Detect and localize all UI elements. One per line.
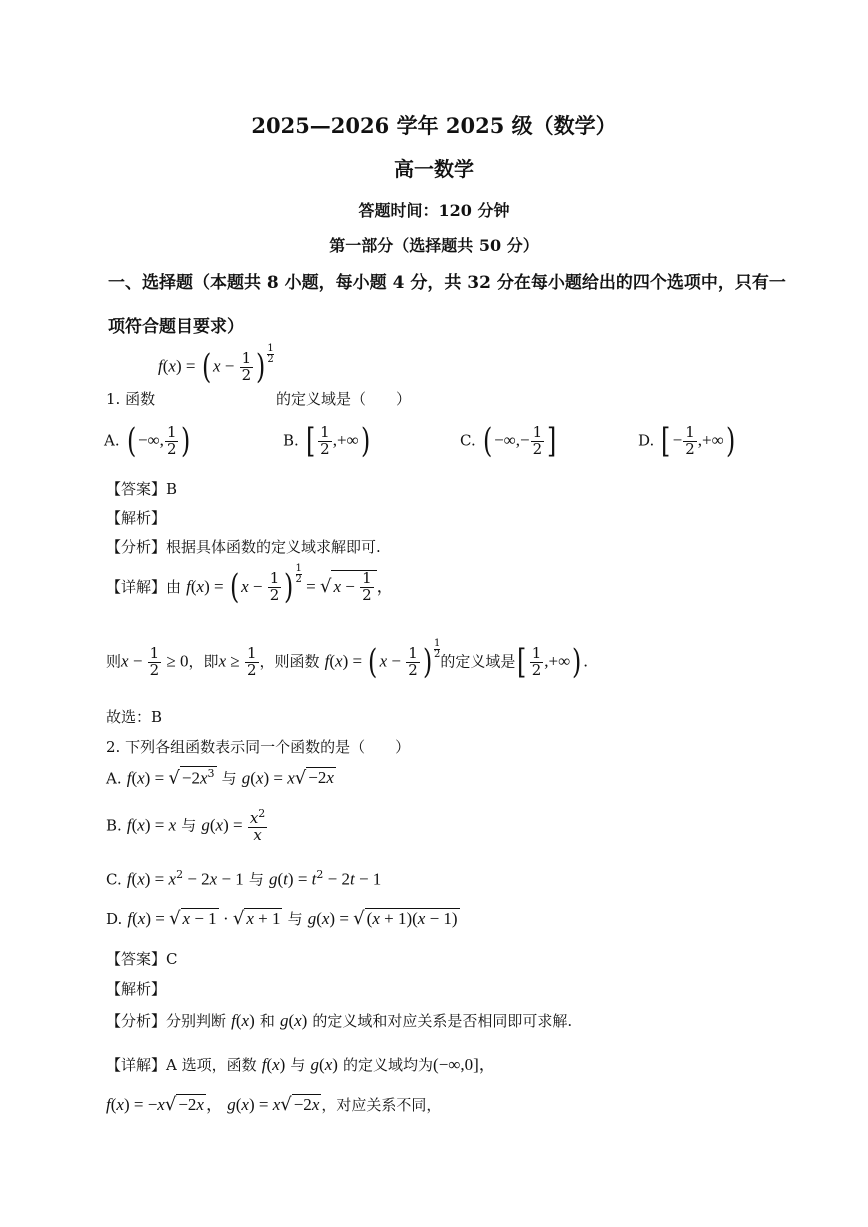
q1-tail: 的定义域是（ ）: [276, 390, 412, 408]
q2-detail-b: 与: [290, 1056, 306, 1074]
q2-detail-c: 的定义域均为: [343, 1056, 434, 1074]
q2-number: 2. 下列各组函数表示同一个函数的是（ ）: [106, 738, 411, 756]
q2-option-c[interactable]: C. $f(x) = x^2 - 2x - 1$ 与 $g(t) = t^2 - 2t - 1$: [106, 868, 382, 889]
q2-opt-b-label: B.: [106, 816, 122, 835]
q2-option-a[interactable]: A. f(x) = √ $-2x^3$ 与 g(x) = x√ −2x: [106, 767, 334, 789]
q1-fenxi: 【分析】根据具体函数的定义域求解即可.: [106, 538, 381, 556]
q1-detail-line2: 则x − $\frac{1}{2}$ ≥ 0，即x ≥ $\frac{1}{2}$ ，则函数 f(x) = ( x − $\frac{1}{2}$ ) $\frac{1}{2}$的定义域是[ $\frac{1}{2}$ ,+∞) .: [106, 638, 588, 682]
q1-detail-then: 则: [106, 652, 122, 671]
q2-analysis: 【解析】: [106, 980, 167, 998]
q1-analysis: 【解析】: [106, 509, 167, 527]
option-c-label: C.: [460, 431, 476, 450]
q2-detail-line1: 【详解】A 选项，函数 f(x) 与 g(x) 的定义域均为(−∞,0]，: [106, 1055, 496, 1074]
q2-opt-d-label: D.: [106, 910, 123, 928]
option-b-label: B.: [283, 431, 299, 450]
q1-detail-ji: ，即: [188, 652, 219, 671]
q2-opt-a-label: A.: [106, 769, 122, 788]
q1-choose: 故选：B: [106, 708, 163, 726]
q2-opt-c-label: C.: [106, 870, 122, 889]
q2-d-yu: 与: [287, 910, 303, 928]
q2-fenxi-a: 【分析】分别判断: [106, 1012, 227, 1030]
q2-last-tail: ，对应关系不同，: [321, 1096, 442, 1114]
q1-number: 1. 函数: [106, 390, 156, 408]
q1-option-b[interactable]: B. [ $\frac{1}{2}$ ,+∞): [283, 421, 370, 461]
document-title: 2025—2026 学年 2025 级（数学）: [251, 113, 617, 138]
q1-function-formula: f(x) = ( x − $\frac{1}{2}$ ) $\frac{1}{2}$: [158, 343, 274, 387]
q2-detail-a: 【详解】A 选项，函数: [106, 1056, 257, 1074]
section-heading-line2: 项符合题目要求）: [108, 317, 244, 337]
q1-detail-label: 【详解】由: [106, 577, 182, 596]
q1-detail-line1: 【详解】由 f(x) = ( x − $\frac{1}{2}$ ) $\frac{1}{2}$ = √ x − $\frac{1}{2}$ ，: [106, 563, 394, 608]
q2-a-yu: 与: [221, 769, 237, 788]
q2-fenxi-b: 和: [259, 1012, 275, 1030]
q2-option-b[interactable]: B. f(x) = x 与 g(x) = $\frac{x^2}{x}$: [106, 807, 266, 844]
q1-option-c[interactable]: C. ( −∞,− $\frac{1}{2}$ ]: [460, 421, 557, 461]
part-heading: 第一部分（选择题共 50 分）: [329, 236, 539, 255]
q2-c-yu: 与: [248, 870, 264, 889]
q1-detail-domain: 的定义域是: [440, 652, 516, 671]
option-d-label: D.: [638, 431, 655, 450]
subject-title: 高一数学: [394, 157, 474, 181]
q2-option-d[interactable]: D. f(x) = √ x − 1 · √ x + 1 与 g(x) = √ (x + 1)(x − 1): [106, 908, 458, 929]
q1-detail-hanshu: ，则函数: [259, 652, 320, 671]
section-heading-line1: 一、选择题（本题共 8 小题，每小题 4 分，共 32 分在每小题给出的四个选项中，只有一: [108, 273, 786, 293]
q1-option-d[interactable]: D. [ − $\frac{1}{2}$ ,+∞): [638, 421, 736, 461]
q2-b-yu: 与: [181, 816, 197, 835]
q1-option-a[interactable]: A. ( −∞, $\frac{1}{2}$ ): [104, 421, 191, 461]
q1-answer: 【答案】B: [106, 480, 178, 498]
q2-fenxi: 【分析】分别判断 f(x) 和 g(x) 的定义域和对应关系是否相同即可求解.: [106, 1011, 573, 1030]
q2-detail-line2: f(x) = −x√ −2x ， g(x) = x√ −2x ，对应关系不同，: [106, 1094, 442, 1115]
option-a-label: A.: [104, 431, 120, 450]
exam-time: 答题时间：120 分钟: [358, 201, 510, 220]
q2-answer: 【答案】C: [106, 950, 178, 968]
q2-fenxi-c: 的定义域和对应关系是否相同即可求解.: [312, 1012, 573, 1030]
